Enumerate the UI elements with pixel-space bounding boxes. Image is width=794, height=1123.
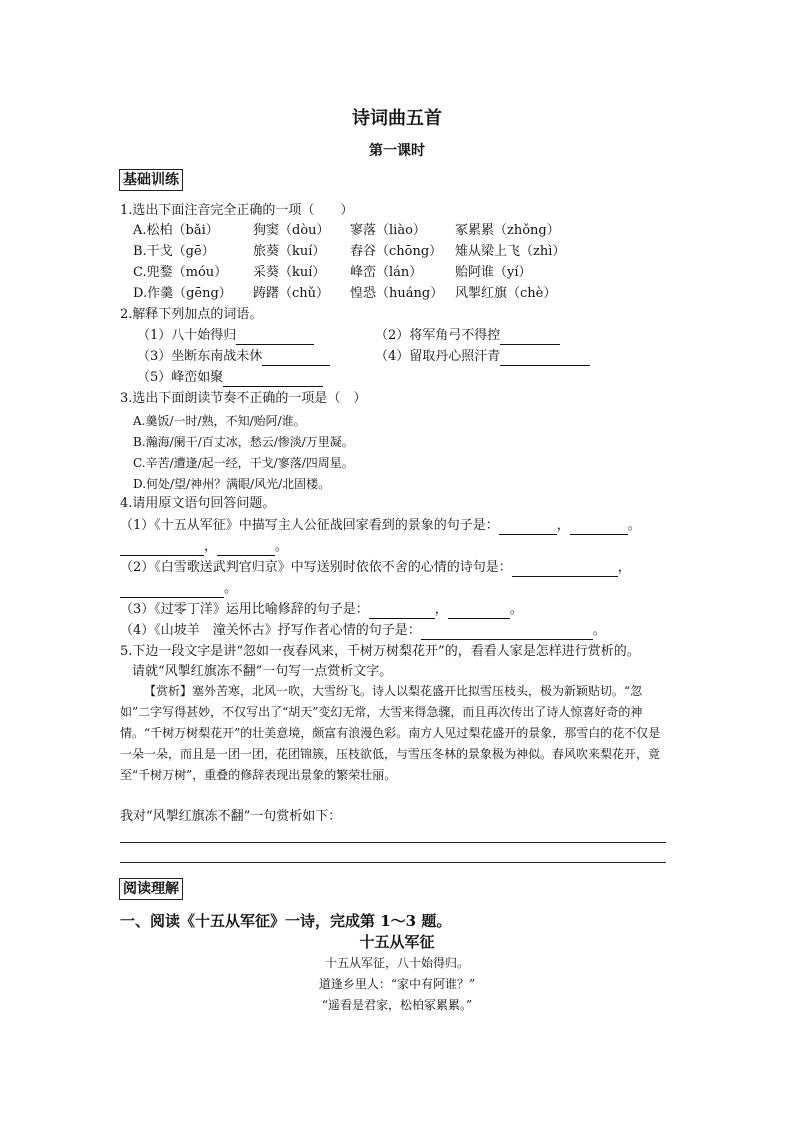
- section-label-basic-training: 基础训练: [119, 169, 183, 191]
- question-3-stem: 3.选出下面朗读节奏不正确的一项是（ ）: [120, 391, 367, 406]
- q1-option-b4: 雉从梁上飞（zhì）: [455, 244, 566, 259]
- q1-option-c1: C.兜鍪（móu）: [133, 265, 228, 280]
- q2-answer-blank-5[interactable]: [223, 372, 323, 387]
- q4-blank-3a[interactable]: [369, 604, 435, 619]
- q5-answer-prompt: 我对“风掣红旗冻不翻”一句赏析如下：: [120, 809, 342, 824]
- q4-sub-4-text: （4）《山坡羊 潼关怀古》抒写作者心情的句子是：: [120, 623, 421, 638]
- section-label-reading: 阅读理解: [119, 878, 183, 900]
- q4-sub-3: [120, 601, 523, 619]
- q4-sub-2-text: （2）《白雪歌送武判官归京》中写送别时依依不舍的心情的诗句是：: [120, 560, 512, 575]
- q2-answer-blank-1[interactable]: [236, 330, 314, 345]
- q4-sub-1: [120, 517, 641, 535]
- q4-blank-3b[interactable]: [448, 604, 510, 619]
- q2-answer-blank-2[interactable]: [500, 330, 560, 345]
- q1-option-d3: 惶恐（huáng）: [350, 286, 444, 301]
- q2-item-2: [375, 327, 560, 345]
- q1-option-a4: 冢累累（zhǒng）: [455, 223, 560, 238]
- q1-option-b2: 旅葵（kuí）: [253, 244, 326, 259]
- q2-item-3: [137, 348, 330, 366]
- question-5-stem-line2: 请就“风掣红旗冻不翻”一句写一点赏析文字。: [132, 664, 393, 679]
- q2-item-3-text: （3）坐断东南战未休: [137, 349, 263, 364]
- q2-item-5-text: （5）峰峦如聚: [137, 370, 224, 385]
- poem-title: 十五从军征: [359, 933, 435, 951]
- page-title: 诗词曲五首: [352, 108, 442, 129]
- q3-option-d: D.何处/望/神州？满眼/风光/北固楼。: [133, 477, 331, 491]
- q4-sep-2a: ，: [617, 560, 631, 575]
- poem-line-3: “遥看是君家，松柏冢累累。”: [321, 998, 473, 1012]
- q4-blank-1b[interactable]: [570, 520, 628, 535]
- q1-option-c3: 峰峦（lán）: [350, 265, 423, 280]
- q4-sub-1-text: （1）《十五从军征》中描写主人公征战回家看到的景象的句子是：: [120, 518, 499, 533]
- poem-line-2: 道逢乡里人：“家中有阿谁？”: [318, 977, 476, 991]
- q5-answer-line-1[interactable]: [120, 842, 666, 843]
- q4-sub-3-text: （3）《过零丁洋》运用比喻修辞的句子是：: [120, 602, 369, 617]
- q3-option-a: A.羹饭/一时/熟，不知/贻阿/谁。: [133, 414, 306, 428]
- q1-option-a2: 狗窦（dòu）: [253, 223, 330, 238]
- q4-end-1b: 。: [275, 539, 289, 554]
- question-2-stem: 2.解释下列加点的词语。: [120, 307, 263, 322]
- q2-item-1-text: （1）八十始得归: [137, 328, 237, 343]
- q4-sub-4: [120, 622, 606, 640]
- q1-option-d4: 风掣红旗（chè）: [455, 286, 557, 301]
- q2-item-1: [137, 327, 314, 345]
- q2-item-4: [375, 348, 590, 366]
- q1-option-b3: 舂谷（chōng）: [350, 244, 443, 259]
- q4-end-3: 。: [509, 602, 523, 617]
- reading-heading: 一、阅读《十五从军征》一诗，完成第 1～3 题。: [120, 912, 452, 930]
- q1-option-d2: 踌躇（chǔ）: [253, 286, 330, 301]
- question-1-stem: 1.选出下面注音完全正确的一项（ ）: [120, 203, 354, 218]
- q1-option-a3: 寥落（liào）: [350, 223, 426, 238]
- q4-sep-1b: ，: [204, 539, 218, 554]
- q2-item-4-text: （4）留取丹心照汗青: [375, 349, 501, 364]
- q3-option-c: C.辛苦/遭逢/起一经，干戈/寥落/四周星。: [133, 456, 354, 470]
- q4-blank-4[interactable]: [421, 625, 593, 640]
- q4-sub-2-line2: [120, 580, 237, 598]
- q4-end-2: 。: [224, 581, 238, 596]
- lesson-subtitle: 第一课时: [369, 143, 425, 159]
- q2-item-5: [137, 369, 323, 387]
- q4-end-1: 。: [627, 518, 641, 533]
- q4-sep-1a: ，: [556, 518, 570, 533]
- question-5-stem: 5.下边一段文字是讲“忽如一夜春风来，千树万树梨花开”的，看看人家是怎样进行赏析的。: [120, 644, 640, 659]
- q4-blank-1d[interactable]: [217, 541, 275, 556]
- q3-option-b: B.瀚海/阑干/百丈冰，愁云/惨淡/万里凝。: [133, 435, 354, 449]
- q1-option-c2: 采葵（kuí）: [253, 265, 326, 280]
- q1-option-c4: 贻阿谁（yí）: [455, 265, 532, 280]
- q2-answer-blank-4[interactable]: [500, 351, 590, 366]
- q5-analysis-paragraph: 【赏析】塞外苦寒，北风一吹，大雪纷飞。诗人以梨花盛开比拟雪压枝头，极为新颖贴切。“忽如”二字写得甚妙，不仅写出了“胡天”变幻无常，大雪来得急骤，而且再次传出了诗人惊喜好奇的神情。“千树万树梨花开”的壮美意境，颇富有浪漫色彩。南方人见过梨花盛开的景象，那雪白的花不仅是一朵一朵，而且是一团一团，花团锦簇，压枝欲低，与雪压冬林的景象极为神似。春风吹来梨花开，竟至“千树万树”，重叠的修辞表现出景象的繁荣壮丽。: [120, 684, 661, 782]
- q4-sub-2: [120, 559, 631, 577]
- q2-answer-blank-3[interactable]: [262, 351, 330, 366]
- q4-blank-2a[interactable]: [512, 562, 618, 577]
- q4-blank-1a[interactable]: [499, 520, 557, 535]
- q4-sub-1-line2: [120, 538, 288, 556]
- q4-end-4: 。: [592, 623, 606, 638]
- q4-blank-1c[interactable]: [120, 541, 204, 556]
- q2-item-2-text: （2）将军角弓不得控: [375, 328, 501, 343]
- poem-line-1: 十五从军征，八十始得归。: [324, 956, 469, 970]
- q4-sep-3: ，: [434, 602, 448, 617]
- q4-blank-2b[interactable]: [120, 583, 224, 598]
- q5-answer-line-2[interactable]: [120, 862, 666, 863]
- question-4-stem: 4.请用原文语句回答问题。: [120, 496, 276, 511]
- q1-option-d1: D.作羹（gēng）: [133, 286, 232, 301]
- q1-option-b1: B.干戈（gē）: [133, 244, 215, 259]
- q1-option-a1: A.松柏（bǎi）: [133, 223, 219, 238]
